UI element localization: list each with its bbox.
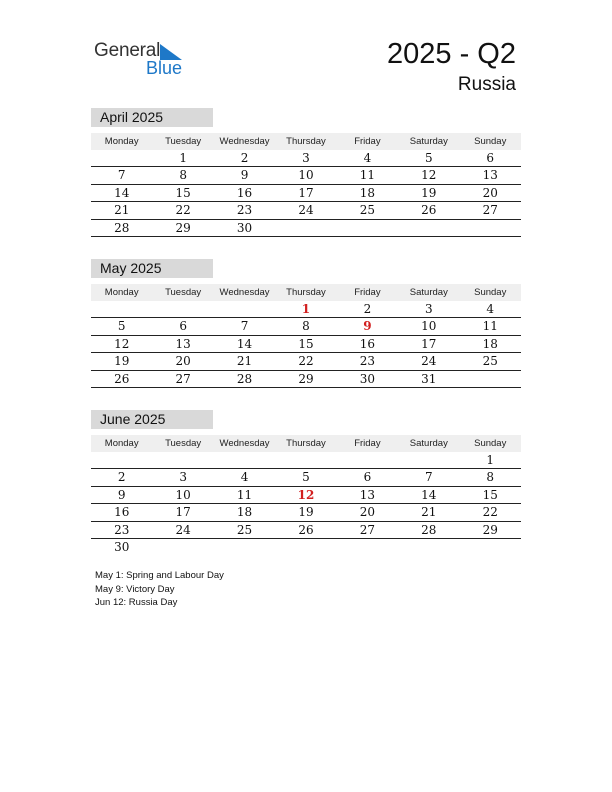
day-cell [214, 539, 275, 556]
day-cell: 17 [175, 505, 191, 519]
week-row [91, 185, 521, 203]
quarter-title: 2025 - Q2 [387, 38, 516, 70]
day-cell: 14 [236, 336, 253, 351]
weekday-header-row [91, 435, 521, 452]
day-cell: 11 [359, 168, 376, 182]
day-cell: 25 [482, 354, 498, 368]
holiday-note: May 1: Spring and Labour Day [95, 570, 224, 581]
day-cell: 28 [236, 371, 253, 386]
day-cell: 24 [175, 522, 191, 537]
day-cell: 3 [179, 470, 187, 484]
day-cell: 19 [421, 185, 437, 200]
month-title: April 2025 [91, 108, 213, 127]
day-cell: 21 [114, 203, 130, 217]
weekday-label: Thursday [286, 438, 326, 449]
day-cell: 14 [421, 487, 437, 502]
holiday-day-cell: 1 [301, 302, 311, 316]
day-cell: 26 [421, 203, 437, 217]
weekday-label: Wednesday [219, 438, 270, 449]
weekday-label: Monday [104, 287, 139, 298]
month-block-may [91, 259, 521, 388]
weekday-label: Friday [354, 438, 381, 449]
day-cell: 14 [114, 185, 130, 200]
day-cell: 7 [425, 470, 433, 484]
day-cell: 21 [421, 505, 437, 519]
day-cell: 5 [117, 319, 126, 333]
day-cell: 5 [302, 470, 310, 484]
day-cell: 18 [236, 505, 253, 519]
day-cell: 27 [359, 522, 376, 537]
day-cell [214, 452, 275, 468]
weekday-label: Saturday [409, 438, 448, 449]
day-cell: 20 [482, 185, 498, 200]
month-block-june [91, 410, 521, 556]
day-cell [152, 301, 213, 317]
day-cell [337, 452, 398, 468]
weekday-label: Wednesday [219, 287, 270, 298]
week-row [91, 220, 521, 238]
month-title: June 2025 [91, 410, 213, 429]
day-cell: 30 [114, 540, 130, 554]
day-cell [91, 301, 152, 317]
day-cell: 23 [114, 522, 130, 537]
day-cell: 13 [482, 168, 498, 182]
weekday-label: Saturday [409, 136, 448, 147]
day-cell: 28 [114, 220, 130, 235]
weekday-header-row [91, 284, 521, 301]
day-cell: 27 [175, 371, 191, 386]
day-cell: 4 [363, 151, 372, 165]
day-cell: 11 [236, 487, 253, 502]
day-cell: 25 [359, 203, 376, 217]
day-cell [460, 539, 521, 556]
day-cell: 19 [298, 505, 314, 519]
day-cell: 6 [179, 319, 187, 333]
month-title: May 2025 [91, 259, 213, 278]
week-row [91, 318, 521, 336]
day-cell [152, 452, 213, 468]
weekday-label: Wednesday [219, 136, 270, 147]
day-cell: 23 [236, 203, 253, 217]
week-row [91, 452, 521, 469]
day-cell [398, 220, 459, 237]
week-row [91, 504, 521, 522]
weekday-label: Tuesday [165, 136, 202, 147]
day-cell: 20 [359, 505, 376, 519]
day-cell [398, 539, 459, 556]
holiday-note: Jun 12: Russia Day [95, 597, 178, 608]
day-cell: 5 [425, 151, 433, 165]
week-row [91, 522, 521, 540]
day-cell: 9 [240, 168, 249, 182]
day-cell: 2 [240, 151, 249, 165]
day-cell: 23 [359, 354, 376, 368]
weekday-label: Sunday [474, 287, 507, 298]
weekday-label: Sunday [474, 136, 507, 147]
day-cell: 18 [359, 185, 376, 200]
weekday-label: Thursday [286, 136, 326, 147]
day-cell: 22 [482, 505, 498, 519]
day-cell: 27 [482, 203, 498, 217]
week-row [91, 167, 521, 185]
day-cell: 18 [482, 336, 498, 351]
weekday-label: Friday [354, 287, 381, 298]
country-name: Russia [457, 74, 516, 95]
day-cell [337, 220, 398, 237]
day-cell: 21 [236, 354, 253, 368]
day-cell: 12 [114, 336, 130, 351]
weekday-label: Tuesday [165, 438, 202, 449]
day-cell: 16 [114, 505, 130, 519]
day-cell: 24 [421, 354, 437, 368]
holiday-list [95, 569, 224, 610]
day-cell: 7 [117, 168, 126, 182]
day-cell: 15 [175, 185, 191, 200]
week-row [91, 353, 521, 371]
day-cell: 4 [240, 470, 249, 484]
holiday-day-cell: 9 [363, 319, 372, 333]
day-cell [275, 539, 336, 556]
day-cell: 20 [175, 354, 191, 368]
weekday-label: Friday [354, 136, 381, 147]
logo-word-general: General [94, 40, 161, 61]
day-cell [460, 371, 521, 388]
logo-word-blue: Blue [146, 58, 183, 78]
day-cell: 8 [179, 168, 187, 182]
weekday-label: Monday [104, 136, 139, 147]
day-cell [214, 301, 275, 317]
weekday-label: Saturday [409, 287, 448, 298]
day-cell: 17 [421, 336, 437, 351]
day-cell: 2 [117, 470, 126, 484]
generalblue-logo [94, 40, 194, 80]
day-cell: 1 [486, 453, 495, 467]
day-cell: 10 [421, 319, 437, 333]
day-cell: 1 [179, 151, 187, 165]
week-row [91, 487, 521, 505]
weekday-label: Tuesday [165, 287, 202, 298]
day-cell: 19 [114, 354, 130, 368]
day-cell: 31 [421, 371, 437, 386]
weekday-label: Monday [104, 438, 139, 449]
day-cell: 24 [298, 203, 314, 217]
holiday-note: May 9: Victory Day [95, 583, 175, 595]
month-block-april [91, 108, 521, 237]
day-cell [152, 539, 213, 556]
day-cell: 10 [175, 487, 191, 502]
day-cell: 22 [175, 203, 191, 217]
day-cell: 12 [421, 168, 437, 182]
day-cell: 15 [298, 336, 314, 351]
week-row [91, 202, 521, 220]
day-cell: 10 [298, 168, 314, 182]
day-cell: 8 [302, 319, 310, 333]
day-cell: 4 [486, 302, 495, 316]
day-cell: 26 [114, 371, 130, 386]
day-cell: 3 [302, 151, 310, 165]
day-cell: 8 [486, 470, 495, 484]
day-cell: 3 [425, 302, 433, 316]
day-cell: 29 [298, 371, 314, 386]
week-row [91, 539, 521, 556]
day-cell: 7 [240, 319, 249, 333]
day-cell: 6 [486, 151, 495, 165]
day-cell: 13 [175, 336, 191, 351]
weekday-header-row [91, 133, 521, 150]
day-cell: 9 [117, 487, 126, 502]
day-cell: 2 [363, 302, 372, 316]
day-cell [275, 452, 336, 468]
day-cell [275, 220, 336, 237]
day-cell: 17 [298, 185, 314, 200]
day-cell: 22 [298, 354, 314, 368]
day-cell: 16 [359, 336, 376, 351]
day-cell [398, 452, 459, 468]
day-cell: 28 [421, 522, 437, 537]
weekday-label: Thursday [286, 287, 326, 298]
weekday-label: Sunday [474, 438, 507, 449]
day-cell: 30 [236, 220, 253, 235]
day-cell: 6 [363, 470, 372, 484]
day-cell: 29 [482, 522, 498, 537]
holiday-day-cell: 12 [297, 487, 315, 502]
day-cell: 13 [359, 487, 376, 502]
day-cell: 16 [236, 185, 253, 200]
day-cell [91, 150, 152, 166]
week-row [91, 336, 521, 354]
week-row [91, 301, 521, 318]
day-cell: 11 [482, 319, 498, 333]
day-cell: 25 [236, 522, 253, 537]
week-row [91, 469, 521, 487]
week-row [91, 371, 521, 389]
week-row [91, 150, 521, 167]
day-cell [91, 452, 152, 468]
day-cell [337, 539, 398, 556]
day-cell: 30 [359, 371, 376, 386]
day-cell: 26 [298, 522, 314, 537]
day-cell: 29 [175, 220, 191, 235]
day-cell [460, 220, 521, 237]
day-cell: 15 [482, 487, 498, 502]
